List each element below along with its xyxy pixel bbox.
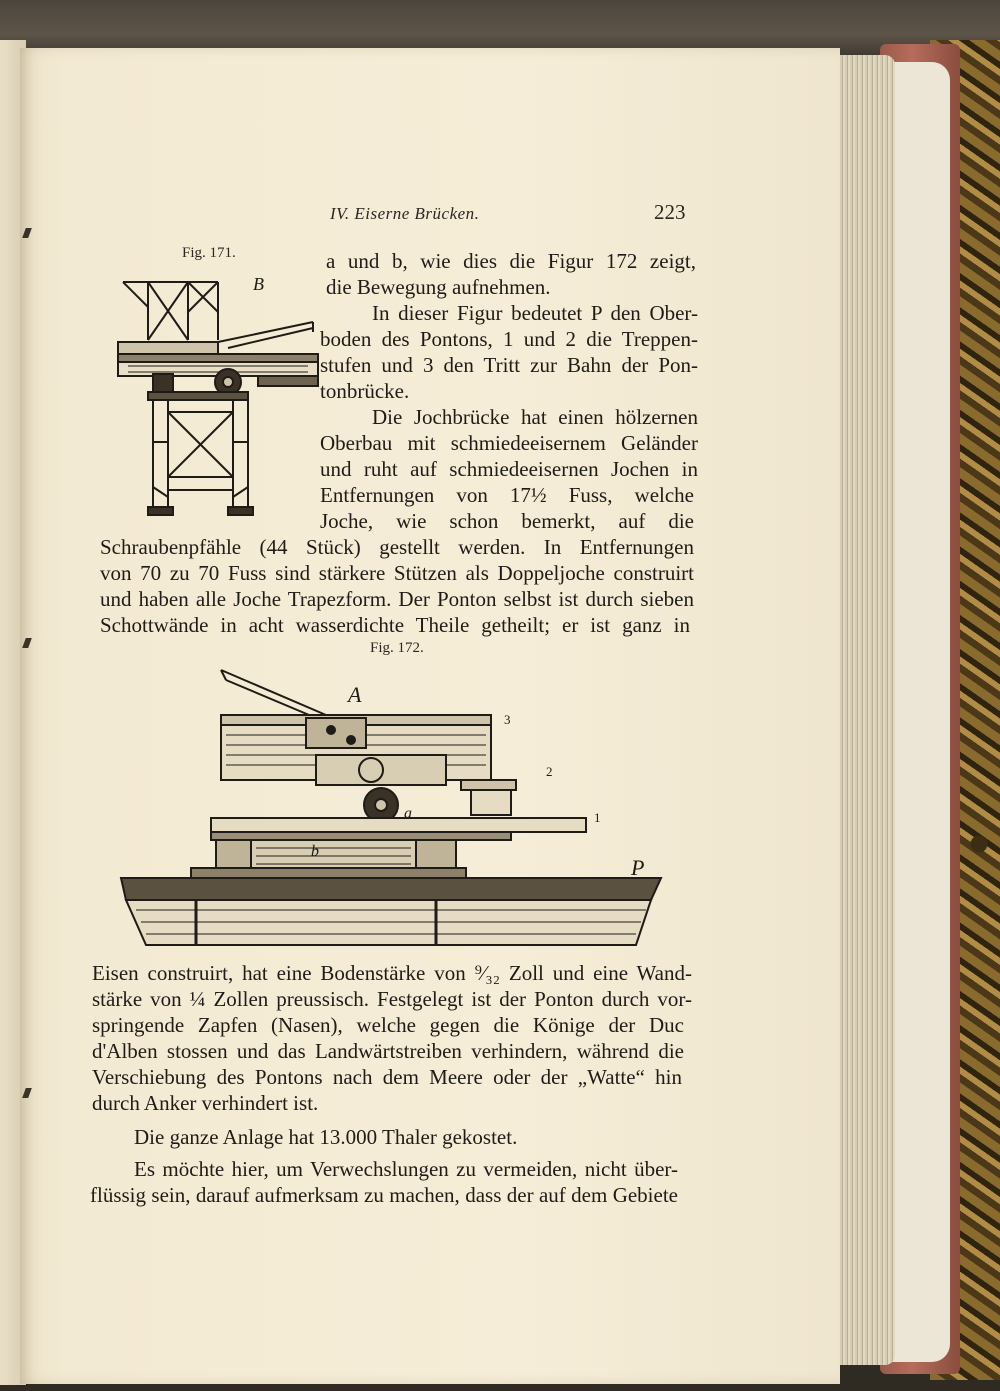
margin-mark [22, 638, 32, 648]
text-line: In dieser Figur bedeutet P den Ober- [372, 301, 698, 325]
text-line: stärke von ¼ Zollen preussisch. Festgelegt ist der Ponton durch vor- [92, 987, 692, 1011]
text-line: von 70 zu 70 Fuss sind stärkere Stützen als Doppeljoche construirt [100, 561, 694, 585]
figure-171 [108, 262, 323, 524]
page-number: 223 [654, 200, 686, 224]
text-line: tonbrücke. [320, 379, 410, 403]
figure-172-label-3: 3 [504, 712, 511, 727]
text-line: Die ganze Anlage hat 13.000 Thaler gekostet. [134, 1125, 518, 1149]
text-line: Oberbau mit schmiedeeisernem Geländer [320, 431, 698, 455]
text-line: Eisen construirt, hat eine Bodenstärke von ⁹⁄₃₂ Zoll und eine Wand- [92, 961, 692, 985]
text-line: flüssig sein, darauf aufmerksam zu machen, dass der auf dem Gebiete [90, 1183, 678, 1207]
text-line: durch Anker verhindert ist. [92, 1091, 319, 1115]
figure-172-label-p: P [631, 855, 645, 880]
text-line: springende Zapfen (Nasen), welche gegen die Könige der Duc [92, 1013, 684, 1037]
figure-171-caption: Fig. 171. [182, 245, 236, 261]
figure-172-label-a: a [404, 805, 412, 822]
figure-172-label-2: 2 [546, 764, 553, 779]
text-line: Schottwände in acht wasserdichte Theile getheilt; er ist ganz in [100, 613, 690, 637]
figure-172 [116, 660, 671, 950]
text-line: Es möchte hier, um Verwechslungen zu vermeiden, nicht über- [134, 1157, 678, 1181]
running-title: IV. Eiserne Brücken. [330, 204, 480, 223]
margin-mark [22, 1088, 32, 1098]
text-line: Die Jochbrücke hat einen hölzernen [372, 405, 698, 429]
text-line: Entfernungen von 17½ Fuss, welche [320, 483, 694, 507]
text-line: Schraubenpfähle (44 Stück) gestellt werden. In Entfernungen [100, 535, 694, 559]
text-line: und haben alle Joche Trapezform. Der Ponton selbst ist durch sieben [100, 587, 694, 611]
text-line: d'Alben stossen und das Landwärtstreiben verhindern, während die [92, 1039, 684, 1063]
text-line: stufen und 3 den Tritt zur Bahn der Pon- [320, 353, 698, 377]
figure-171-label-b: B [253, 274, 264, 294]
text-line: Verschiebung des Pontons nach dem Meere oder der „Watte“ hin [92, 1065, 682, 1089]
text-line: Joche, wie schon bemerkt, auf die [320, 509, 694, 533]
text-line: boden des Pontons, 1 und 2 die Treppen- [320, 327, 698, 351]
figure-172-caption: Fig. 172. [370, 640, 424, 656]
margin-mark [22, 228, 32, 238]
text-line: a und b, wie dies die Figur 172 zeigt, [326, 249, 696, 273]
text-line: die Bewegung aufnehmen. [326, 275, 551, 299]
text-line: und ruht auf schmiedeeisernen Jochen in [320, 457, 698, 481]
figure-172-label-b: b [311, 843, 319, 860]
figure-172-label-1: 1 [594, 810, 601, 825]
figure-172-label-a-upper: A [348, 682, 362, 707]
